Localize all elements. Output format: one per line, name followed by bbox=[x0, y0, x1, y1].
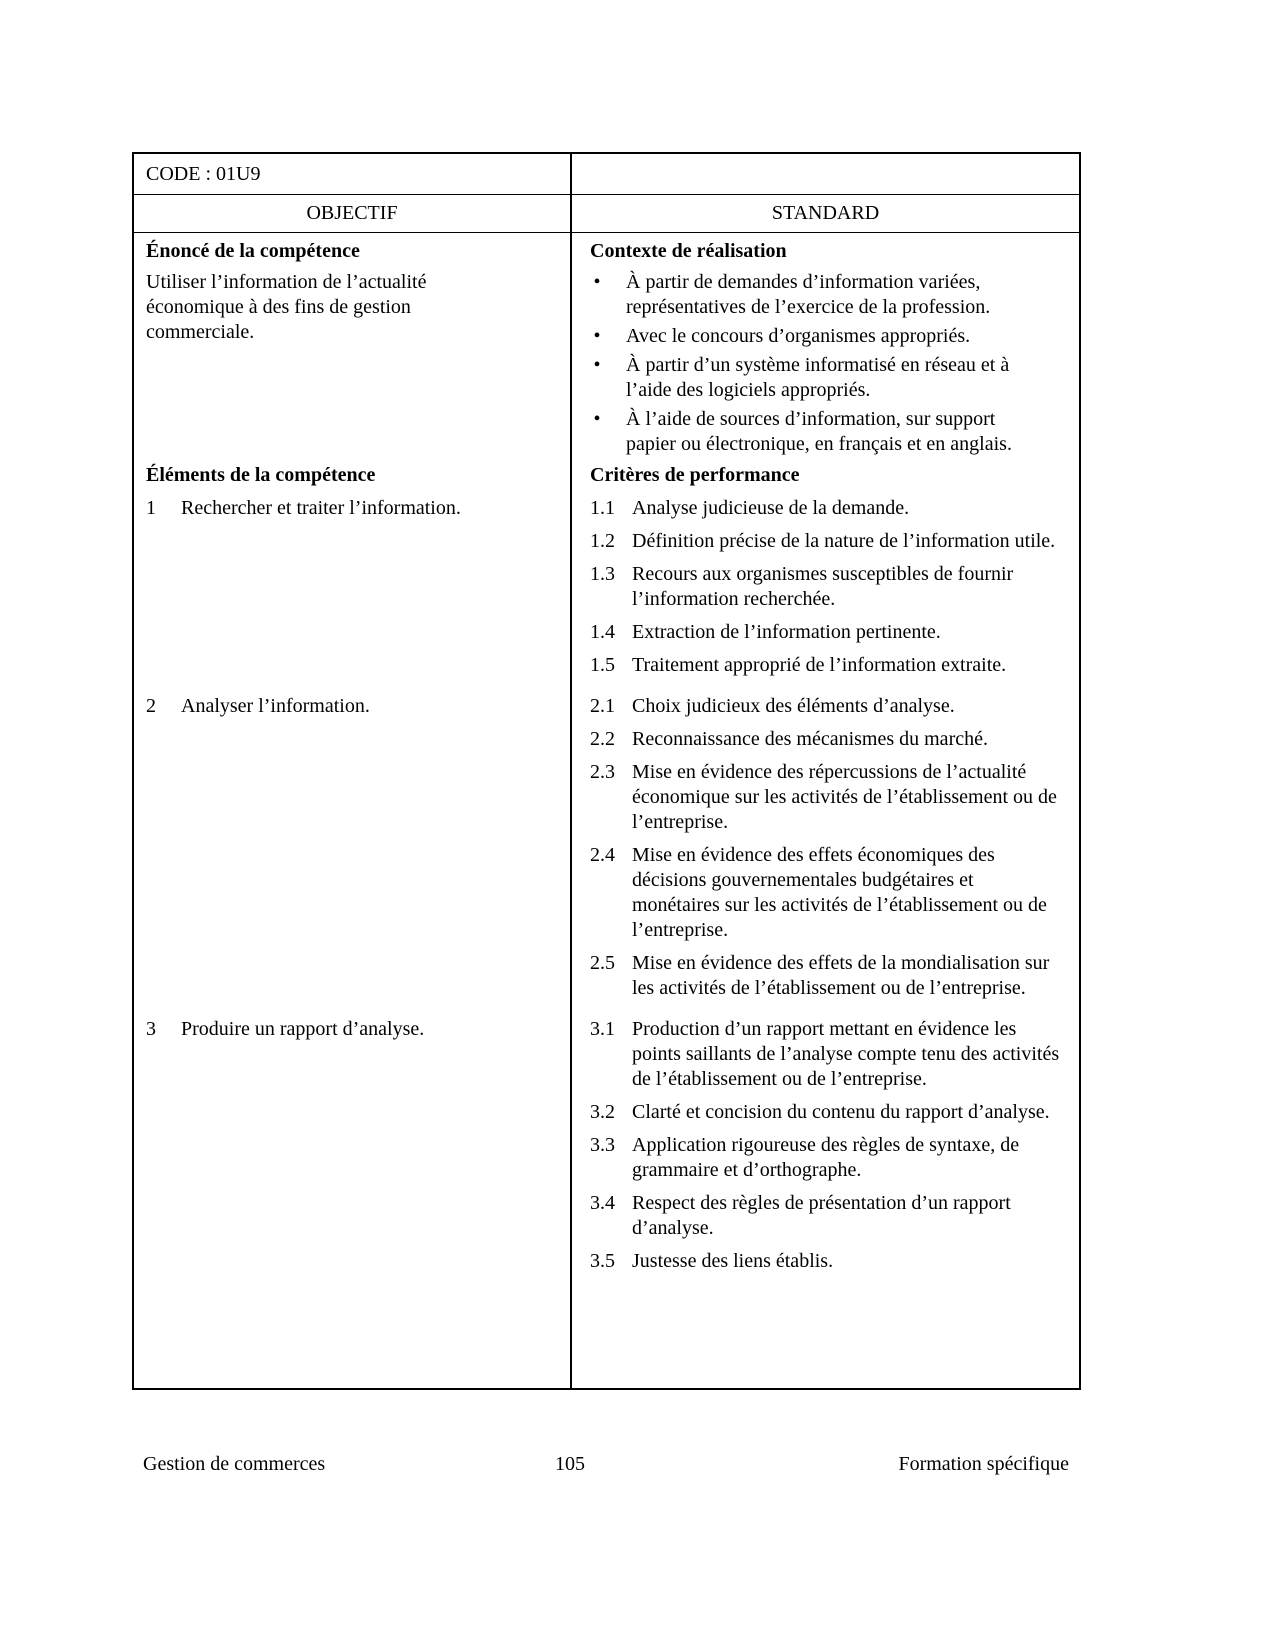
element-number: 2 bbox=[146, 695, 156, 717]
element-cell bbox=[134, 1009, 572, 1388]
bullet-icon: • bbox=[593, 325, 601, 347]
criterion-text: Mise en évidence des effets de la mondialisation sur les activités de l’établissement ou de l’entreprise. bbox=[632, 952, 1050, 999]
element-item bbox=[146, 1009, 570, 1042]
criterion-number: 1.2 bbox=[590, 530, 615, 552]
table-body bbox=[134, 233, 1079, 1388]
criterion-text: Extraction de l’information pertinente. bbox=[632, 621, 941, 643]
contexte-item: • À partir de demandes d’information variées, représentatives de l’exercice de la profession. bbox=[590, 270, 1036, 320]
criterion-item bbox=[590, 951, 1062, 1001]
criterion-number: 3.1 bbox=[590, 1018, 615, 1040]
code-empty-cell bbox=[572, 154, 1079, 194]
element-text: Analyser l’information. bbox=[181, 695, 370, 717]
criterion-number: 1.1 bbox=[590, 497, 615, 519]
criterion-number: 2.5 bbox=[590, 952, 615, 974]
criterion-number: 3.2 bbox=[590, 1101, 615, 1123]
criterion-item bbox=[590, 562, 1062, 612]
criterion-number: 3.3 bbox=[590, 1134, 615, 1156]
contexte-list bbox=[590, 270, 1062, 457]
criterion-number: 1.3 bbox=[590, 563, 615, 585]
criteria-cell bbox=[572, 686, 1082, 1009]
element-cell bbox=[134, 686, 572, 1009]
criterion-text: Définition précise de la nature de l’information utile. bbox=[632, 530, 1056, 552]
criterion-item bbox=[590, 496, 1062, 521]
criterion-number: 3.4 bbox=[590, 1192, 615, 1214]
bullet-icon: • bbox=[593, 354, 601, 376]
criterion-item bbox=[590, 727, 1062, 752]
footer-program: Gestion de commerces bbox=[143, 1453, 326, 1475]
criterion-number: 1.4 bbox=[590, 621, 615, 643]
contexte-title: Contexte de réalisation bbox=[590, 240, 787, 262]
elements-title: Éléments de la compétence bbox=[134, 461, 572, 488]
criterion-text: Mise en évidence des effets économiques des décisions gouvernementales budgétaires et monétaires sur les activités de l’établissement ou de l’entreprise. bbox=[632, 844, 1047, 941]
element-item bbox=[146, 686, 570, 719]
element-text: Rechercher et traiter l’information. bbox=[181, 497, 461, 519]
criteria-cell bbox=[572, 488, 1082, 686]
criterion-item bbox=[590, 760, 1062, 835]
page-number: 105 bbox=[555, 1453, 585, 1475]
element-cell bbox=[134, 488, 572, 686]
criterion-item bbox=[590, 1249, 1062, 1274]
element-number: 1 bbox=[146, 497, 156, 519]
contexte-item: • Avec le concours d’organismes appropriés. bbox=[590, 324, 1036, 349]
enonce-cell bbox=[134, 233, 572, 461]
criteria-cell bbox=[572, 1009, 1082, 1388]
header-row bbox=[134, 195, 1079, 233]
objectif-header: OBJECTIF bbox=[134, 195, 572, 232]
contexte-item: • À partir d’un système informatisé en réseau et à l’aide des logiciels appropriés. bbox=[590, 353, 1036, 403]
code-row bbox=[134, 154, 1079, 195]
criterion-text: Analyse judicieuse de la demande. bbox=[632, 497, 910, 519]
criterion-text: Reconnaissance des mécanismes du marché. bbox=[632, 728, 988, 750]
element-text: Produire un rapport d’analyse. bbox=[181, 1018, 425, 1040]
criterion-number: 2.4 bbox=[590, 844, 615, 866]
criterion-item bbox=[590, 843, 1062, 943]
criteres-title: Critères de performance bbox=[590, 464, 800, 486]
criterion-text: Application rigoureuse des règles de syntaxe, de grammaire et d’orthographe. bbox=[632, 1134, 1020, 1181]
bullet-icon: • bbox=[593, 408, 601, 430]
element-item bbox=[146, 488, 570, 521]
page-footer bbox=[143, 1452, 1069, 1477]
criterion-text: Mise en évidence des répercussions de l’actualité économique sur les activités de l’établissement ou de l’entreprise. bbox=[632, 761, 1057, 833]
criterion-text: Production d’un rapport mettant en évidence les points saillants de l’analyse compte tenu des activités de l’établissement ou de l’entreprise. bbox=[632, 1018, 1060, 1090]
criterion-text: Traitement approprié de l’information extraite. bbox=[632, 654, 1007, 676]
criterion-text: Respect des règles de présentation d’un rapport d’analyse. bbox=[632, 1192, 1011, 1239]
criterion-number: 2.3 bbox=[590, 761, 615, 783]
criterion-number: 2.2 bbox=[590, 728, 615, 750]
element-number: 3 bbox=[146, 1018, 156, 1040]
criterion-item bbox=[590, 694, 1062, 719]
criterion-text: Choix judicieux des éléments d’analyse. bbox=[632, 695, 955, 717]
competency-table bbox=[132, 152, 1081, 1390]
standard-header: STANDARD bbox=[771, 202, 880, 224]
enonce-text: Utiliser l’information de l’actualité économique à des fins de gestion commerciale. bbox=[146, 271, 427, 343]
code-label: CODE : 01U9 bbox=[134, 154, 572, 194]
criterion-number: 2.1 bbox=[590, 695, 615, 717]
criterion-item bbox=[590, 1100, 1062, 1125]
criterion-item bbox=[590, 1191, 1062, 1241]
bullet-icon: • bbox=[593, 271, 601, 293]
criterion-item bbox=[590, 529, 1062, 554]
criterion-item bbox=[590, 620, 1062, 645]
criterion-text: Recours aux organismes susceptibles de fournir l’information recherchée. bbox=[632, 563, 1014, 610]
criterion-number: 3.5 bbox=[590, 1250, 615, 1272]
criterion-item bbox=[590, 653, 1062, 678]
criterion-number: 1.5 bbox=[590, 654, 615, 676]
footer-section: Formation spécifique bbox=[898, 1453, 1069, 1475]
contexte-cell bbox=[572, 233, 1082, 461]
enonce-title: Énoncé de la compétence bbox=[146, 240, 360, 262]
contexte-item: • À l’aide de sources d’information, sur support papier ou électronique, en français et en anglais. bbox=[590, 407, 1036, 457]
criterion-item bbox=[590, 1017, 1062, 1092]
criterion-item bbox=[590, 1133, 1062, 1183]
criterion-text: Justesse des liens établis. bbox=[632, 1250, 834, 1272]
criterion-text: Clarté et concision du contenu du rapport d’analyse. bbox=[632, 1101, 1050, 1123]
